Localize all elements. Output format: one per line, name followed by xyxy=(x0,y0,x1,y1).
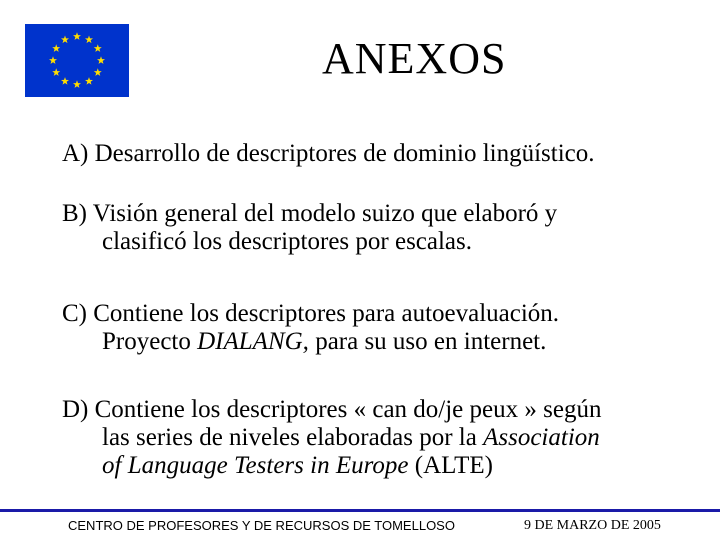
annex-item-d-line1: D) Contiene los descriptores « can do/je peux » según xyxy=(62,396,602,423)
annex-item-a xyxy=(62,140,595,168)
annex-item-c xyxy=(62,300,559,356)
annex-item-c-line1: C) Contiene los descriptores para autoevaluación. xyxy=(62,300,560,327)
annex-item-d-organization: of Language Testers in Europe xyxy=(102,452,409,479)
annex-item-c-line2-end: para su uso en internet. xyxy=(308,328,547,355)
annex-item-c-line2-start: Proyecto xyxy=(102,328,198,355)
annex-item-b-line1: B) Visión general del modelo suizo que elaboró y xyxy=(62,200,558,227)
annex-item-d-line3 xyxy=(62,452,601,480)
annex-item-b-line2: clasificó los descriptores por escalas. xyxy=(102,228,473,255)
footer-institution: CENTRO DE PROFESORES Y DE RECURSOS DE TOMELLOSO xyxy=(68,518,455,533)
annex-item-c-project-name: DIALANG, xyxy=(197,328,309,355)
annex-item-d-association: Association xyxy=(483,424,600,451)
annex-item-d xyxy=(62,396,601,480)
annex-item-b xyxy=(62,200,557,256)
footer-date: 9 DE MARZO DE 2005 xyxy=(524,518,661,533)
eu-flag-icon xyxy=(25,24,129,97)
annex-item-d-line2-start: las series de niveles elaboradas por la xyxy=(102,424,484,451)
slide-title: ANEXOS xyxy=(322,34,507,83)
annex-item-d-acronym: (ALTE) xyxy=(408,452,493,479)
footer-divider xyxy=(0,509,720,512)
annex-item-a-text: A) Desarrollo de descriptores de dominio lingüístico. xyxy=(62,140,595,167)
annex-item-d-line2 xyxy=(62,424,601,452)
annex-item-c-line2 xyxy=(62,328,559,356)
